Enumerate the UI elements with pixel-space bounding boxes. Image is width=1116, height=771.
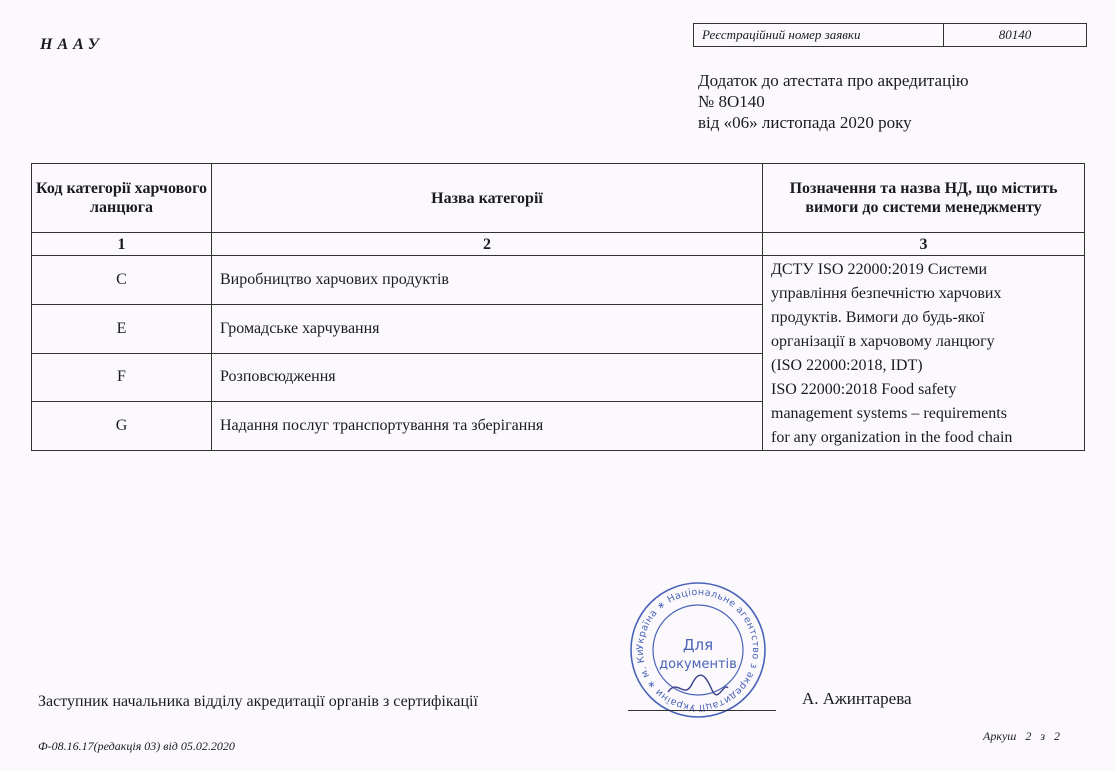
nd-line: for any organization in the food chain (771, 429, 1013, 446)
signer-name: А. Ажинтарева (802, 689, 912, 708)
table-header-row (32, 164, 1085, 233)
category-name: Надання послуг транспортування та зберігання (212, 402, 763, 451)
sheet-indicator (983, 729, 1066, 744)
nd-line: ДСТУ ISO 22000:2019 Системи (771, 261, 988, 278)
signer-title: Заступник начальника відділу акредитації органів з сертифікації (38, 693, 478, 710)
sheet-number: 2 (1025, 729, 1032, 743)
nd-line: продуктів. Вимоги до будь-якої (771, 309, 985, 326)
stamp-line1: Для (682, 636, 714, 654)
column-number: 1 (32, 233, 212, 256)
organization-abbr: НААУ (40, 36, 104, 53)
header-name: Назва категорії (212, 164, 763, 233)
stamp-ring-text-path: Україна ∗ Національне агентство з акредитації України ∗ м. Ки (634, 586, 762, 714)
category-name: Виробництво харчових продуктів (212, 256, 763, 305)
header-nd: Позначення та назва НД, що містить вимоги до системи менеджменту (763, 164, 1085, 233)
table-number-row (32, 233, 1085, 256)
normative-document-cell (763, 256, 1085, 451)
form-code: Ф-08.16.17(редакція 03) від 05.02.2020 (38, 739, 235, 753)
category-code: F (32, 353, 212, 402)
header-code: Код категорії харчового ланцюга (32, 164, 212, 233)
food-chain-category-table (31, 163, 1085, 451)
category-code: C (32, 256, 212, 305)
nd-line: (ISO 22000:2018, IDT) (771, 357, 923, 374)
official-stamp (628, 580, 768, 720)
registration-box (693, 23, 1087, 47)
nd-line: management systems – requirements (771, 405, 1007, 422)
nd-line: управління безпечністю харчових (771, 285, 1002, 302)
nd-line: ISO 22000:2018 Food safety (771, 381, 957, 398)
annex-number: № 8О140 (698, 92, 765, 111)
stamp-seal-icon (628, 580, 768, 720)
registration-label: Реєстраційний номер заявки (694, 24, 944, 46)
category-name: Громадське харчування (212, 304, 763, 353)
stamp-line2: документів (659, 657, 737, 672)
sheet-total: 2 (1054, 729, 1061, 743)
sheet-label: Аркуш (983, 729, 1017, 743)
signature-line (628, 710, 776, 711)
nd-line: організації в харчовому ланцюгу (771, 333, 995, 350)
column-number: 3 (763, 233, 1085, 256)
sheet-of: з (1040, 729, 1046, 743)
signature-scribble (668, 675, 728, 695)
annex-title: Додаток до атестата про акредитацію (698, 71, 969, 90)
table-row (32, 256, 1085, 305)
category-name: Розповсюдження (212, 353, 763, 402)
column-number: 2 (212, 233, 763, 256)
category-code: E (32, 304, 212, 353)
annex-date: від «06» листопада 2020 року (698, 113, 912, 132)
category-code: G (32, 402, 212, 451)
registration-number: 80140 (998, 27, 1032, 42)
annex-block (698, 70, 969, 133)
